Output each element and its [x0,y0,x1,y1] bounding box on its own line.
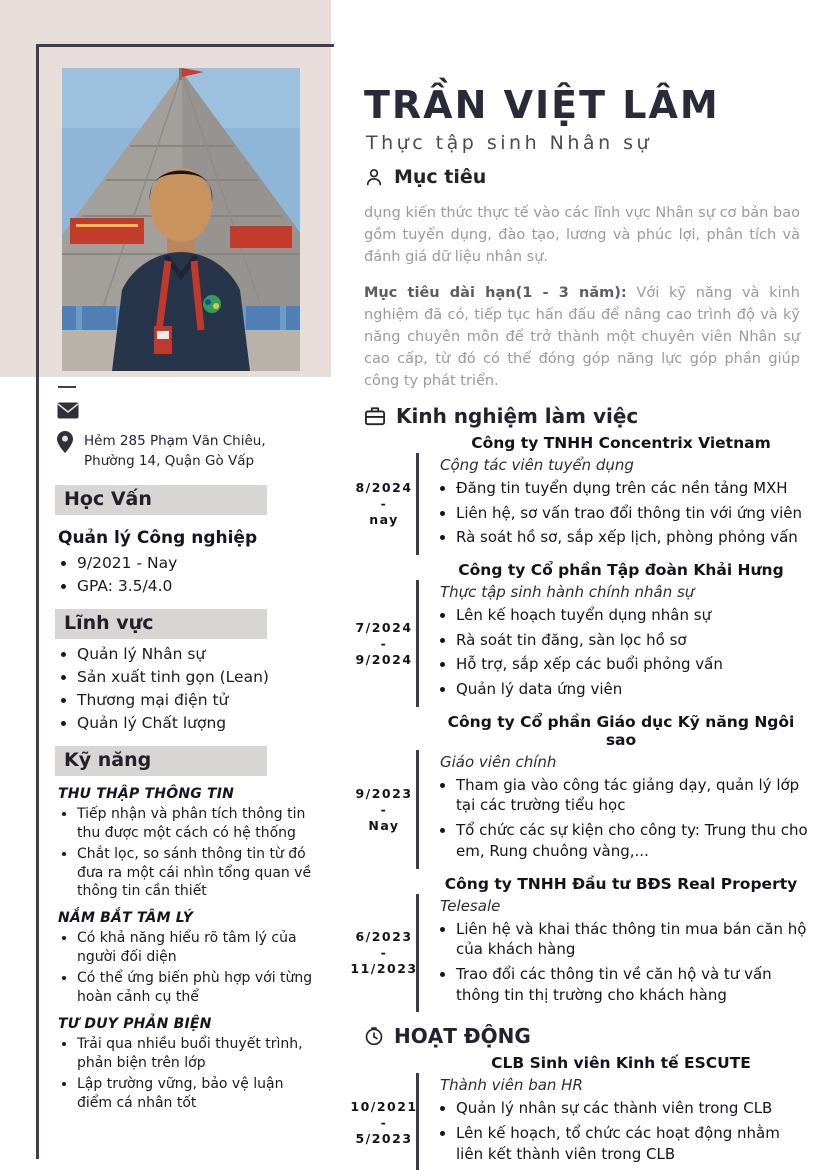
page-title: TRẦN VIỆT LÂM [364,83,720,127]
list-item: • Tham gia vào công tác giảng dạy, quản lý lớp tại các trường tiểu học [456,775,810,816]
skill-group-heading: NẮM BẮT TÂM LÝ [58,910,194,927]
fields-list [61,645,321,732]
skill-list [61,929,321,1006]
list-item: • Có khả năng hiểu rõ tâm lý của người đối diện [77,929,321,966]
job-role: Giáo viên chính [440,752,557,771]
role-subtitle: Thực tập sinh Nhân sự [366,131,653,154]
clock-icon [364,1026,384,1046]
section-header-experience [364,404,810,428]
section-header-objective [364,166,810,188]
activity-role: Thành viên ban HR [440,1076,583,1095]
section-header-education: Học Vấn [55,485,267,515]
list-item: • Trải qua nhiều buổi thuyết trình, phản biện trên lớp [77,1035,321,1072]
job-role: Thực tập sinh hành chính nhân sự [440,583,695,601]
job-bullet-list [434,605,810,700]
skill-list [61,805,321,900]
education-major: Quản lý Công nghiệp [58,528,258,549]
skill-group-heading: THU THẬP THÔNG TIN [58,786,235,803]
section-header-fields: Lĩnh vực [55,609,267,639]
company-name: Công ty Cổ phần Giáo dục Kỹ năng Ngôi sao [447,712,795,749]
main-column [352,84,810,1170]
date-range: 9/2023 - Nay [355,785,413,833]
list-item: • GPA: 3.5/4.0 [77,577,321,595]
job-bullet-list [434,775,810,862]
address-line-1: Hẻm 285 Phạm Văn Chiêu, [84,433,266,449]
experience-entry [352,434,810,555]
list-item: • Lên kế hoạch, tổ chức các hoạt động nhằm liên kết thành viên trong CLB [456,1123,810,1164]
objective-title: Mục tiêu [394,165,487,188]
section-header-skills: Kỹ năng [55,746,267,776]
entry-content [416,1073,810,1170]
list-item: • Sản xuất tinh gọn (Lean) [77,668,321,686]
location-pin-icon [57,431,73,453]
date-separator: - [380,801,388,817]
list-item: • Đăng tin tuyển dụng trên các nền tảng MXH [456,478,810,499]
list-item: • Quản lý Nhân sự [77,645,321,663]
date-separator: - [380,1114,388,1130]
entry-content [416,453,810,555]
list-item: • Trao đổi các thông tin về căn hộ và tư vấn thông tin thị trường cho khách hàng [456,964,810,1005]
list-item: • 9/2021 - Nay [77,554,321,572]
list-item: • Lập trường vững, bảo vệ luận điểm cá nhân tốt [77,1075,321,1112]
experience-entry [352,875,810,1013]
list-item: • Quản lý nhân sự các thành viên trong CLB [456,1098,810,1119]
date-range: 8/2024 - nay [355,480,413,528]
list-item: • Hỗ trợ, sắp xếp các buổi phỏng vấn [456,654,810,675]
date-separator: - [380,945,388,961]
list-item: • Rà soát tin đăng, sàn lọc hồ sơ [456,630,810,651]
profile-photo-illustration [62,68,300,371]
list-item: • Lên kế hoạch tuyển dụng nhân sự [456,605,810,626]
entry-content [416,894,810,1013]
list-item: • Liên hệ và khai thác thông tin mua bán căn hộ của khách hàng [456,919,810,960]
list-item: • Tiếp nhận và phân tích thông tin thu được một cách có hệ thống [77,805,321,842]
person-icon [364,167,384,187]
profile-photo [62,68,300,371]
activities-title: HOẠT ĐỘNG [394,1024,531,1049]
address-line-2: Phường 14, Quận Gò Vấp [84,452,255,469]
list-item: • Quản lý Chất lượng [77,714,321,732]
job-bullet-list [434,478,810,548]
date-range: 6/2023 - 11/2023 [350,929,418,977]
experience-entry [352,561,810,707]
date-separator: - [380,635,388,651]
objective-long-term-label: Mục tiêu dài hạn(1 - 3 năm): [364,284,627,301]
job-bullet-list [434,919,810,1006]
list-item: • Rà soát hồ sơ, sắp xếp lịch, phòng phỏng vấn [456,527,810,548]
list-item: • Liên hệ, sơ vấn trao đổi thông tin với ứng viên [456,503,810,524]
entry-content [416,750,810,869]
address-text [84,431,266,471]
briefcase-icon [364,406,386,426]
objective-long-term-text: Với kỹ năng và kinh nghiệm đã có, tiếp tục hấn đấu để nâng cao trình độ và kỹ năng chuyên môn để trở thành một chuyên viên Nhân sự cao cấp, từ đó có thể đóng góp năng lực góp phần giúp công ty phát triển. [364,284,800,389]
job-role: Cộng tác viên tuyển dụng [440,455,634,474]
experience-title: Kinh nghiệm làm việc [396,403,639,428]
placeholder-line [58,386,76,388]
list-item: • Quản lý data ứng viên [456,679,810,700]
section-header-activities [364,1024,810,1048]
company-name: Công ty TNHH Đầu tư BĐS Real Property [444,874,798,893]
list-item: • Chắt lọc, so sánh thông tin từ đó đưa ra một cái nhìn tổng quan về thông tin cần thiết [77,845,321,900]
contact-email-row [57,402,321,419]
organization-name: CLB Sinh viên Kinh tế ESCUTE [491,1054,751,1073]
company-name: Công ty TNHH Concentrix Vietnam [471,433,771,452]
contact-address-row [57,431,321,471]
entry-content [416,580,810,707]
company-name: Công ty Cổ phần Tập đoàn Khải Hưng [458,561,784,579]
skill-list [61,1035,321,1112]
objective-paragraph-2 [364,282,800,392]
activity-entry [352,1054,810,1170]
skill-group-heading: TƯ DUY PHẢN BIỆN [58,1016,212,1033]
date-range: 10/2021 - 5/2023 [350,1098,418,1146]
mail-icon [57,402,79,419]
date-range: 7/2024 - 9/2024 [355,619,413,667]
objective-paragraph-1: dụng kiến thức thực tế vào các lĩnh vực Nhân sự cơ bản bao gồm tuyển dụng, đào tạo, lương và phúc lợi, phân tích và đánh giá dữ liệu nhân sự. [364,204,800,265]
list-item: • Thương mại điện tử [77,691,321,709]
activity-bullet-list [434,1098,810,1164]
sidebar [55,380,321,1115]
list-item: • Có thể ứng biến phù hợp với từng hoàn cảnh cụ thể [77,969,321,1006]
education-list [61,554,321,595]
date-separator: - [380,496,388,512]
list-item: • Tổ chức các sự kiện cho công ty: Trung thu cho em, Rung chuông vàng,... [456,820,810,861]
job-role: Telesale [440,896,501,915]
experience-entry [352,713,810,869]
